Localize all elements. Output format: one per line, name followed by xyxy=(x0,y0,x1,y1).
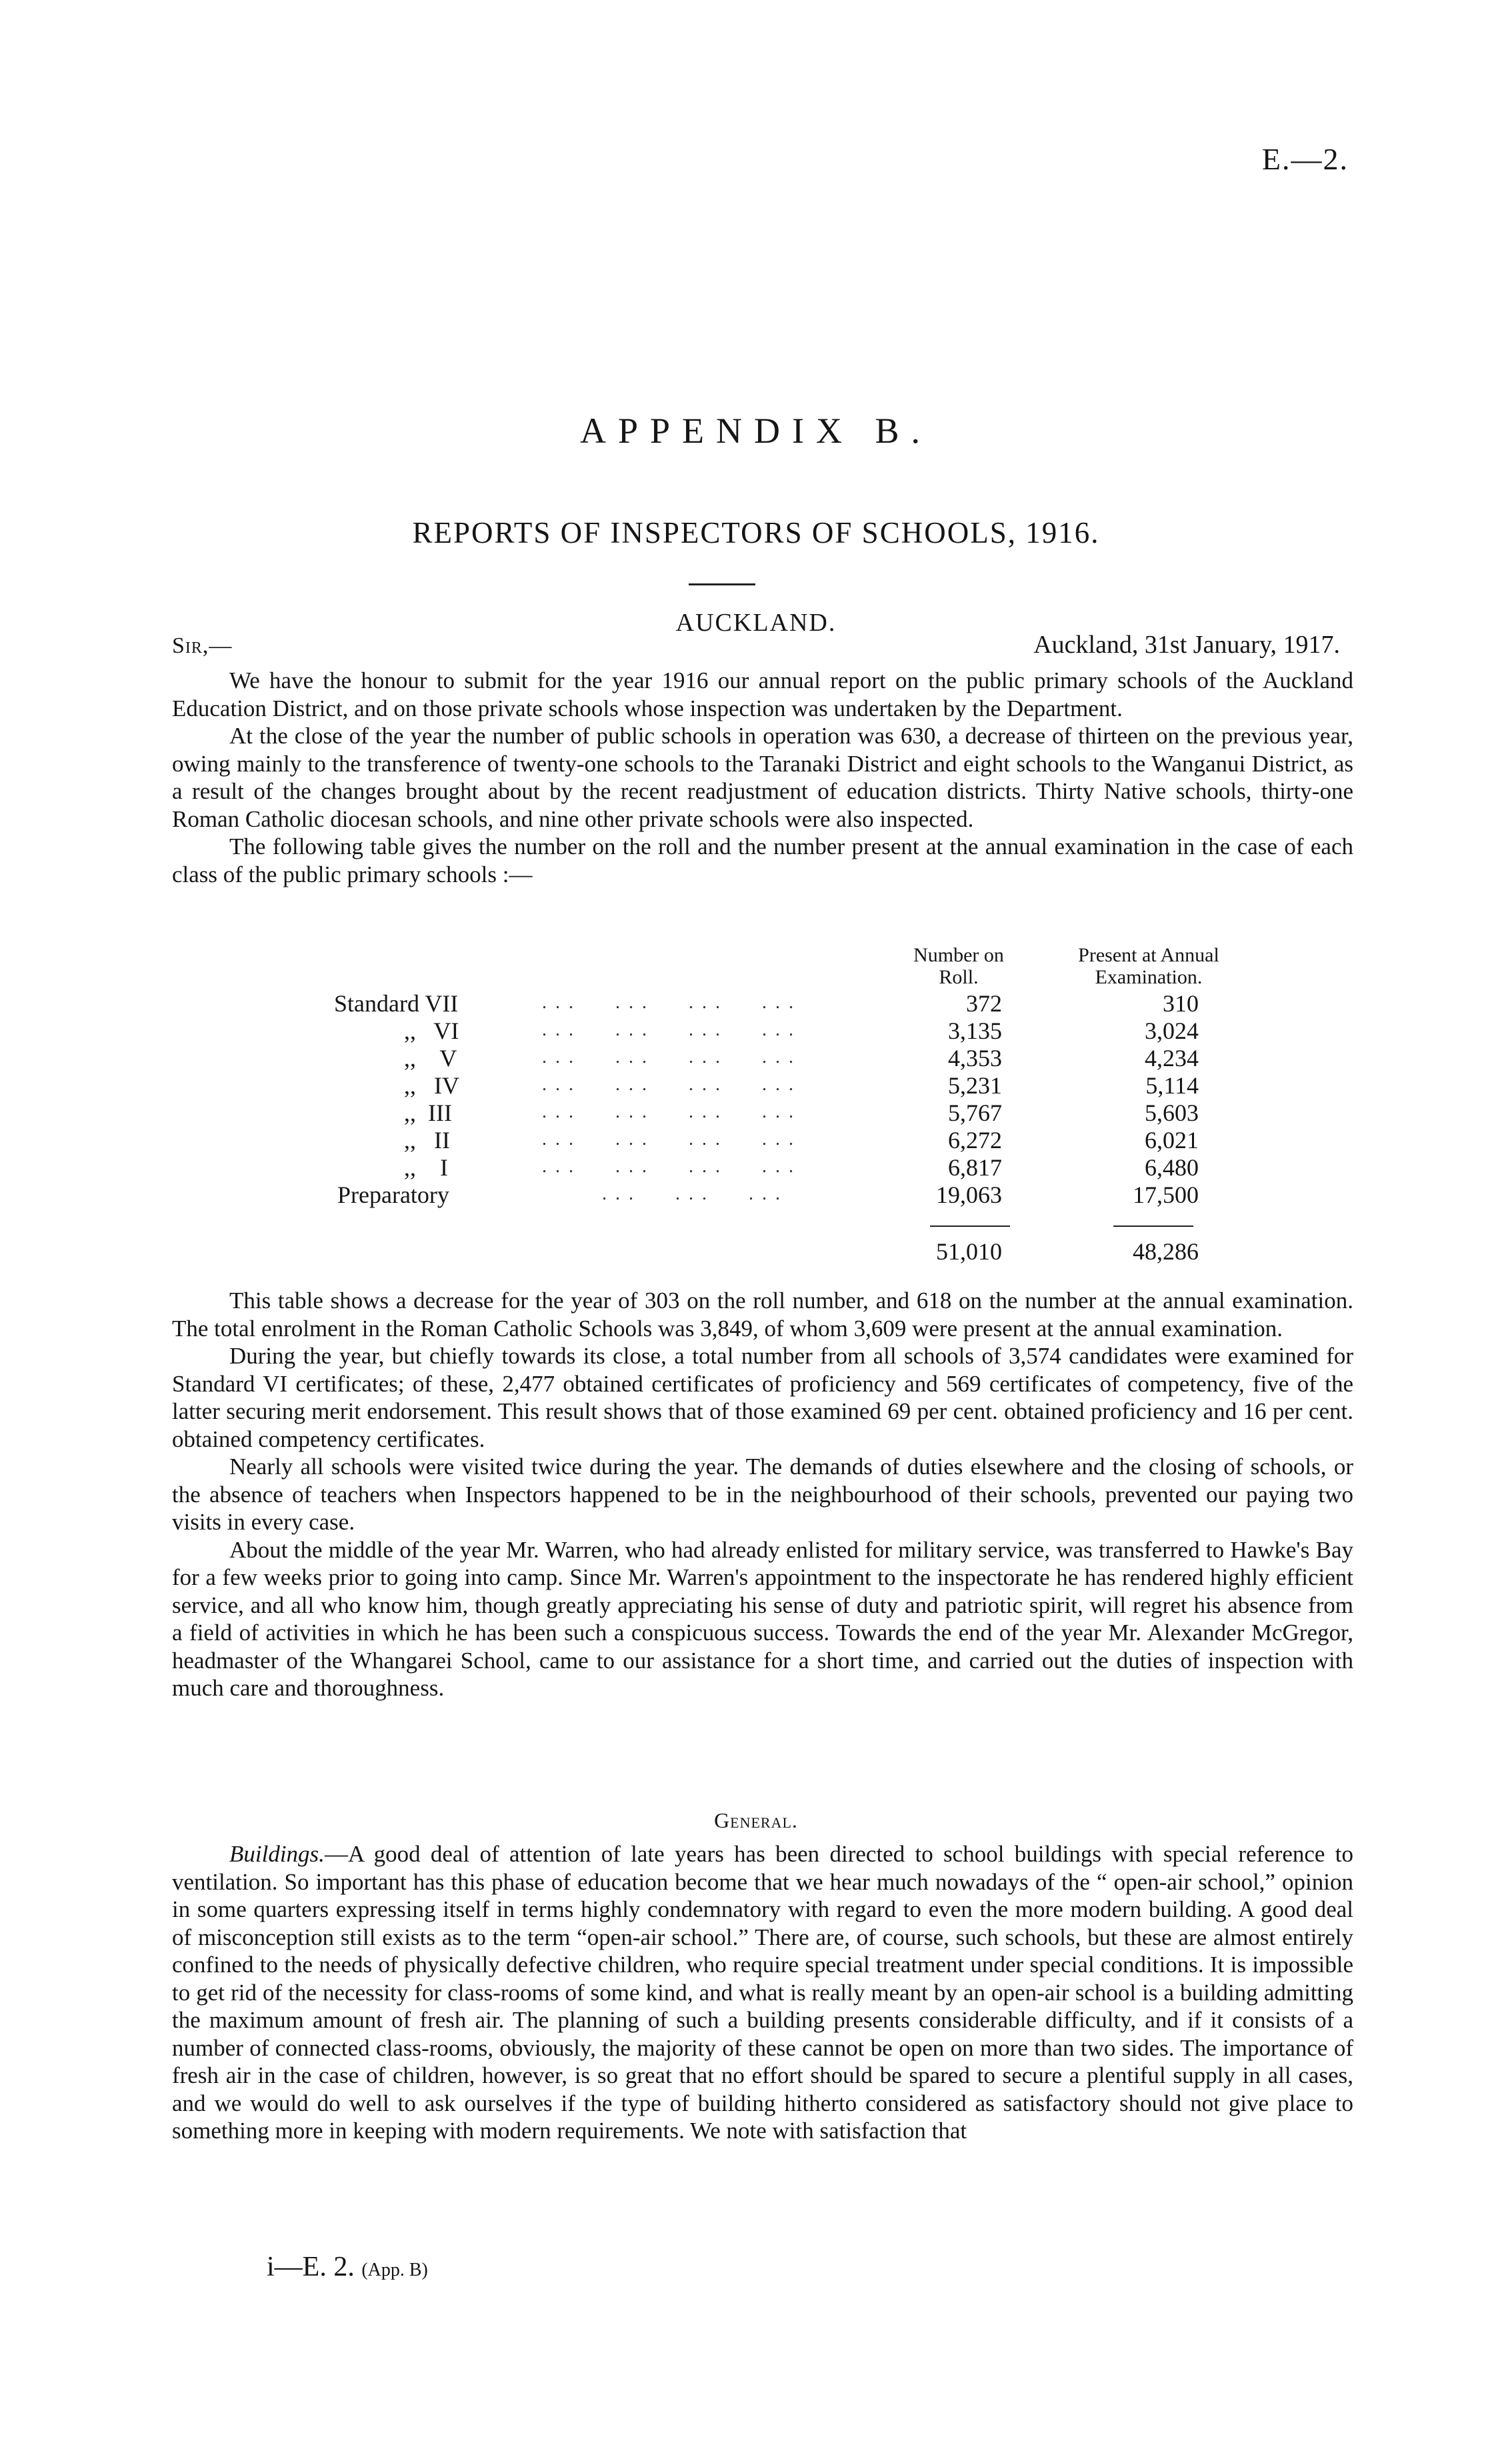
present-value: 6,021 xyxy=(1145,1127,1199,1153)
table-row xyxy=(172,1017,1353,1044)
district-heading: AUCKLAND. xyxy=(675,609,837,637)
paragraph: We have the honour to submit for the year 1916 our annual report on the public primary schools of the Auckland Education District, and on those private schools whose inspection was undertaken by the Department. xyxy=(172,667,1353,721)
present-value: 3,024 xyxy=(1145,1017,1199,1044)
table-row xyxy=(172,1181,1353,1208)
roll-value: 6,272 xyxy=(948,1127,1002,1153)
roll-value: 4,353 xyxy=(948,1045,1002,1071)
roll-value: 3,135 xyxy=(948,1017,1002,1044)
page-reference: E.—2. xyxy=(1261,142,1349,176)
row-label: ,, VI xyxy=(404,1017,459,1044)
leader-dots: . . . . . . . . . . . . xyxy=(542,1074,795,1095)
roll-table xyxy=(172,944,1353,1264)
table-row xyxy=(172,1153,1353,1181)
row-label: Standard VII xyxy=(334,990,459,1017)
table-row xyxy=(172,1099,1353,1126)
title-divider xyxy=(689,583,755,585)
report-paragraphs xyxy=(172,1287,1353,1702)
paragraph: During the year, but chiefly towards its close, a total number from all schools of 3,574 candidates were examined for Standard VI certificates; of these, 2,477 obtained certificates of proficiency and 569 certificates of competency, five of the latter securing merit endorsement. This result shows that of those examined 69 per cent. obtained proficiency and 16 per cent. obtained competency certificates. xyxy=(172,1343,1353,1452)
present-value: 6,480 xyxy=(1145,1154,1199,1181)
total-roll: 51,010 xyxy=(936,1238,1002,1265)
roll-value: 6,817 xyxy=(948,1154,1002,1181)
paragraph xyxy=(172,1840,1353,2145)
footer-sub: (App. B) xyxy=(361,2260,428,2280)
dateline: Auckland, 31st January, 1917. xyxy=(1033,631,1340,659)
sum-rule-present xyxy=(1113,1226,1193,1227)
total-present: 48,286 xyxy=(1133,1238,1199,1265)
present-value: 17,500 xyxy=(1133,1181,1199,1208)
roll-value: 372 xyxy=(966,990,1002,1017)
column-header-roll: Number on Roll. xyxy=(913,944,1004,988)
present-value: 5,114 xyxy=(1145,1072,1199,1099)
footer-signature xyxy=(267,2251,428,2283)
row-label: ,, II xyxy=(404,1127,450,1153)
footer-ref: i—E. 2. xyxy=(267,2252,355,2282)
table-row xyxy=(172,1044,1353,1071)
row-label: Preparatory xyxy=(337,1181,449,1208)
table-total-row xyxy=(172,1238,1353,1265)
row-label: ,, III xyxy=(404,1099,452,1126)
present-value: 5,603 xyxy=(1145,1099,1199,1126)
roll-value: 5,767 xyxy=(948,1099,1002,1126)
buildings-section xyxy=(172,1840,1353,2145)
column-header-present: Present at Annual Examination. xyxy=(1078,944,1219,988)
table-row xyxy=(172,1071,1353,1099)
sum-rule-roll xyxy=(930,1226,1010,1227)
leader-dots: . . . . . . . . . xyxy=(542,1183,782,1204)
paragraph-body: —A good deal of attention of late years has been directed to school buildings with special reference to ventilation. So important has this phase of education become that we hear much nowadays of the “ open-air school,” opinion in some quarters expressing itself in terms highly condemnatory with regard to even the more modern building. A good deal of misconception still exists as to the term “open-air school.” There are, of course, such schools, but these are almost entirely confined to the needs of physically defective children, who require special treatment under special conditions. It is impossible to get rid of the necessity for class-rooms of some kind, and what is really meant by an open-air school is a building admitting the maximum amount of fresh air. The planning of such a building presents considerable difficulty, and if it consists of a number of connected class-rooms, obviously, the majority of these cannot be open on more than two sides. The importance of fresh air in the case of children, however, is so great that no effort should be spared to secure a plentiful supply in all cases, and we would do well to ask ourselves if the type of building hitherto considered as satisfactory should not give place to something more in keeping with modern requirements. We note with satisfaction that xyxy=(172,1841,1353,2144)
paragraph: This table shows a decrease for the year of 303 on the roll number, and 618 on the number at the annual examination. The total enrolment in the Roman Catholic Schools was 3,849, of whom 3,609 were present at the annual examination. xyxy=(172,1288,1353,1342)
paragraph: At the close of the year the number of public schools in operation was 630, a decrease of thirteen on the previous year, owing mainly to the transference of twenty-one schools to the Taranaki District and eight schools to the Wanganui District, as a result of the changes brought about by the recent readjustment of education districts. Thirty Native schools, thirty-one Roman Catholic diocesan schools, and nine other private schools were also inspected. xyxy=(172,723,1353,832)
roll-value: 19,063 xyxy=(936,1181,1002,1208)
paragraph: About the middle of the year Mr. Warren, who had already enlisted for military service, was transferred to Hawke's Bay for a few weeks prior to going into camp. Since Mr. Warren's appointment to the inspectorate he has rendered highly efficient service, and all who know him, though greatly appreciating his sense of duty and patriotic spirit, will regret his absence from a field of activities in which he has been such a conspicuous success. Towards the end of the year Mr. Alexander McGregor, headmaster of the Whangarei School, came to our assistance for a short time, and carried out the duties of inspection with much care and thoroughness. xyxy=(172,1536,1353,1701)
appendix-title: APPENDIX B. xyxy=(579,411,933,451)
intro-paragraphs xyxy=(172,667,1353,888)
row-label: ,, V xyxy=(404,1045,457,1071)
leader-dots: . . . . . . . . . . . . xyxy=(542,1019,795,1040)
table-row xyxy=(172,989,1353,1017)
leader-dots: . . . . . . . . . . . . xyxy=(542,992,795,1013)
salutation: Sir,— xyxy=(172,633,233,658)
row-label: ,, IV xyxy=(404,1072,459,1099)
paragraph-lead: Buildings. xyxy=(229,1841,325,1867)
present-value: 4,234 xyxy=(1145,1045,1199,1071)
roll-value: 5,231 xyxy=(948,1072,1002,1099)
leader-dots: . . . . . . . . . . . . xyxy=(542,1047,795,1067)
table-row xyxy=(172,1126,1353,1153)
present-value: 310 xyxy=(1163,990,1199,1017)
leader-dots: . . . . . . . . . . . . xyxy=(542,1129,795,1149)
leader-dots: . . . . . . . . . . . . xyxy=(542,1156,795,1177)
row-label: ,, I xyxy=(404,1154,448,1181)
report-title: REPORTS OF INSPECTORS OF SCHOOLS, 1916. xyxy=(412,516,1100,549)
leader-dots: . . . . . . . . . . . . xyxy=(542,1101,795,1122)
paragraph: Nearly all schools were visited twice during the year. The demands of duties elsewhere and the closing of schools, or the absence of teachers when Inspectors happened to be in the neighbourhood of their schools, prevented our paying two visits in every case. xyxy=(172,1454,1353,1535)
paragraph: The following table gives the number on the roll and the number present at the annual examination in the case of each class of the public primary schools :— xyxy=(172,833,1353,887)
section-heading-general: General. xyxy=(714,1808,798,1832)
